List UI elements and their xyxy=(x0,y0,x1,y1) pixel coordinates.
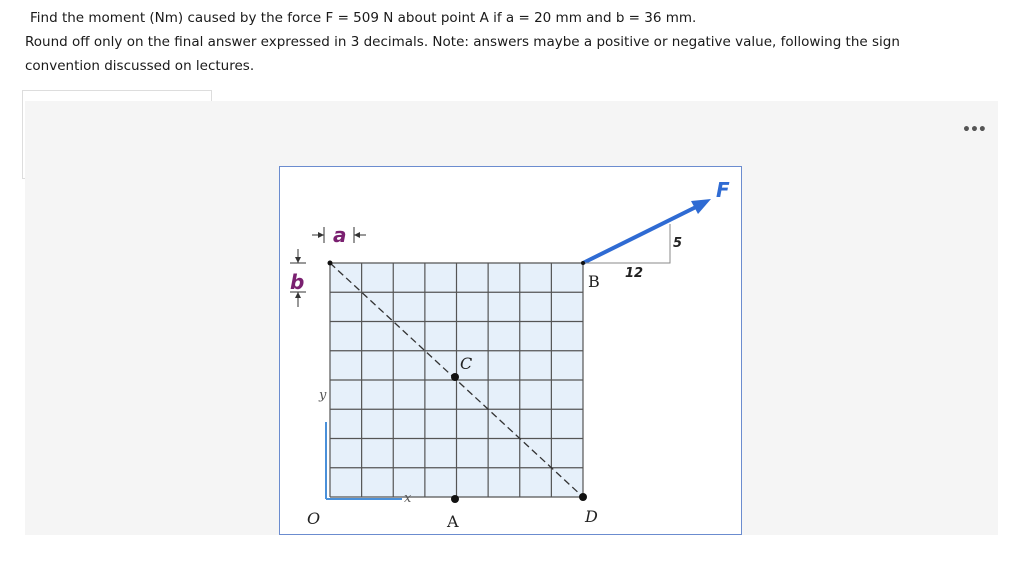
dim-a-label: a xyxy=(333,223,347,247)
point-C-marker xyxy=(451,373,459,381)
more-options-icon[interactable]: ••• xyxy=(962,122,986,138)
point-D-marker xyxy=(579,493,587,501)
dim-b-label: b xyxy=(290,270,305,294)
force-arrow-head xyxy=(691,199,711,214)
point-D-label: D xyxy=(585,507,598,526)
point-A-label: A xyxy=(447,512,459,531)
dim-a-right-arrowhead xyxy=(354,232,360,238)
dim-a-left-arrowhead xyxy=(318,232,324,238)
dim-b-top-arrowhead xyxy=(295,257,301,263)
force-arrow-shaft xyxy=(583,205,700,263)
point-B-marker xyxy=(581,261,585,265)
point-C-label: C xyxy=(460,354,473,373)
point-B-label: B xyxy=(588,272,600,291)
y-axis-label: y xyxy=(319,388,327,403)
point-O-label: O xyxy=(307,509,321,528)
force-label: F xyxy=(716,178,730,202)
question-line-2: Round off only on the final answer expressed in 3 decimals. Note: answers maybe a positive or negative value, following the sign xyxy=(25,34,900,50)
slope-run-label: 12 xyxy=(625,266,644,281)
x-axis-label: x xyxy=(404,491,412,506)
figure-frame xyxy=(279,166,742,535)
slope-rise-label: 5 xyxy=(673,236,683,251)
corner-marker xyxy=(328,261,333,266)
force-diagram xyxy=(280,167,743,536)
question-line-1: Find the moment (Nm) caused by the force F = 509 N about point A if a = 20 mm and b = 36 mm. xyxy=(30,10,697,26)
point-A-marker xyxy=(451,495,459,503)
question-line-3: convention discussed on lectures. xyxy=(25,58,255,74)
